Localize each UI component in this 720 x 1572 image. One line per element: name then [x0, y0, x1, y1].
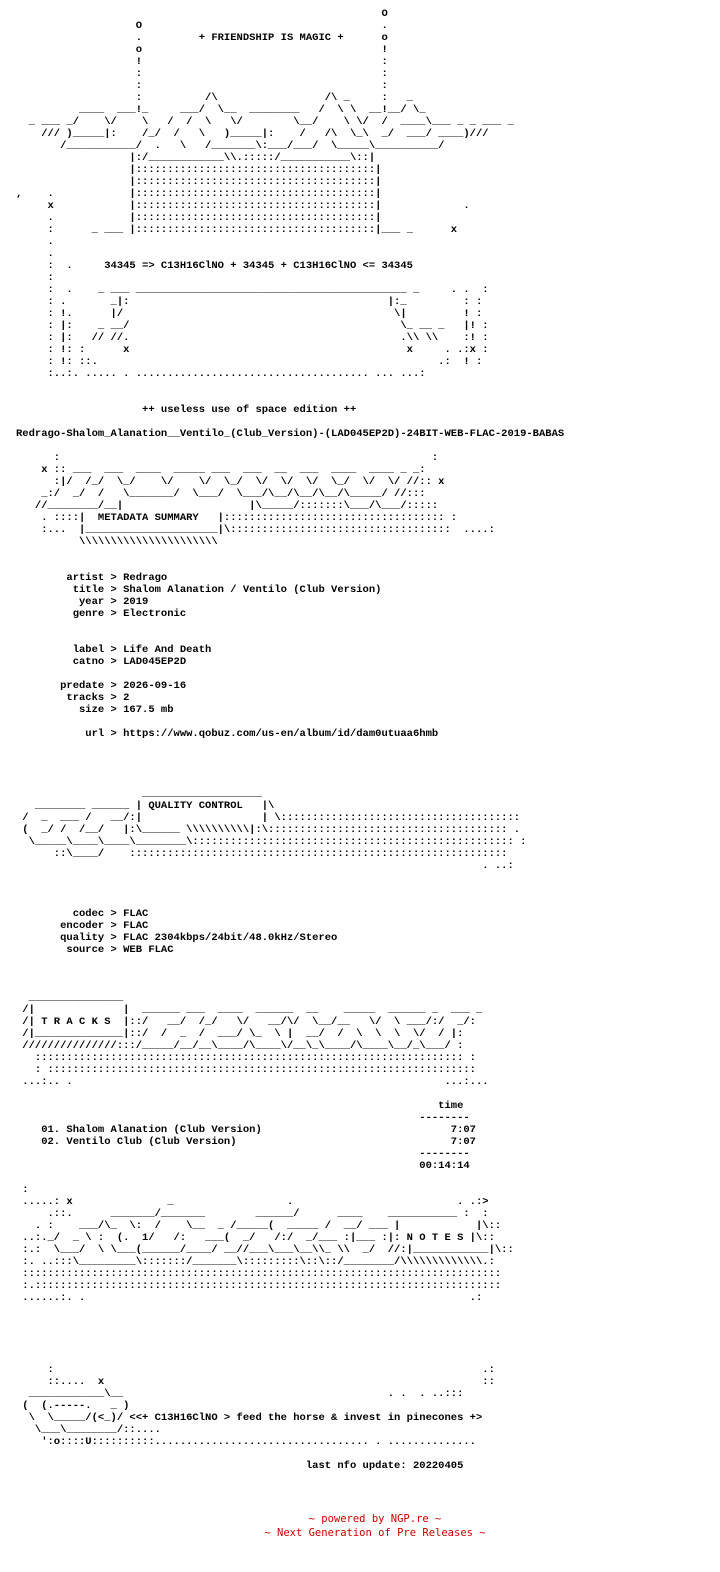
nfo-line: ......:. . .:	[16, 1292, 483, 1304]
nfo-line: .::. _______/_______ ______/ ____ ___________ : :	[16, 1208, 489, 1220]
nfo-line: : /\ /\ _ : _	[16, 92, 413, 104]
nfo-line: :.: \___/ \ \___(______/____/ __//___\___\__\\_ \\ _/ //:|____________|\::	[16, 1244, 514, 1256]
footer-powered-by[interactable]: ~ powered by NGP.re ~	[308, 1513, 442, 1525]
nfo-line: _:/ _/ / \_______/ \___/ \___/\__/\__/\__/\_____/ //:::	[16, 488, 426, 500]
nfo-line: ++ useless use of space edition ++	[16, 404, 357, 416]
nfo-line	[16, 440, 716, 452]
nfo-line	[16, 620, 716, 632]
nfo-line: --------	[16, 1148, 470, 1160]
nfo-line: time	[16, 1100, 464, 1112]
nfo-line	[16, 752, 716, 764]
nfo-line: ':o::::U::::::::::.................................. . ..............	[16, 1436, 476, 1448]
nfo-line: ________ ______ | QUALITY CONTROL |\	[16, 800, 275, 812]
nfo-line: year > 2019	[16, 596, 149, 608]
nfo-line: .	[16, 236, 54, 248]
nfo-line: :	[16, 272, 54, 284]
nfo-line	[16, 968, 716, 980]
nfo-line	[16, 548, 716, 560]
nfo-line: catno > LAD045EP2D	[16, 656, 187, 668]
nfo-line: /| T R A C K S |::/ __/ /_/ \/ __/\/ \__/__ \/ \ ___/:/ _/:	[16, 1016, 476, 1028]
nfo-line: |::::::::::::::::::::::::::::::::::::::|	[16, 164, 382, 176]
nfo-line: ____________\__ . . . ..:::	[16, 1388, 464, 1400]
nfo-line	[16, 380, 716, 392]
nfo-line: Redrago-Shalom_Alanation__Ventilo_(Club_Version)-(LAD045EP2D)-24BIT-WEB-FLAC-2019-BABAS	[16, 428, 565, 440]
nfo-line: encoder > FLAC	[16, 920, 149, 932]
nfo-line: 01. Shalom Alanation (Club Version) 7:07	[16, 1124, 476, 1136]
nfo-line: ::.... x ::	[16, 1376, 495, 1388]
nfo-line: . |::::::::::::::::::::::::::::::::::::::|	[16, 212, 382, 224]
nfo-line: :..:. ..... . ..................................... ... ...:	[16, 368, 426, 380]
nfo-line	[16, 1328, 716, 1340]
nfo-line	[16, 1088, 716, 1100]
nfo-line: .....: x _ . . .:>	[16, 1196, 489, 1208]
nfo-line: / _ ___ / __/:| | \::::::::::::::::::::::::::::::::::::::	[16, 812, 521, 824]
nfo-line: predate > 2026-09-16	[16, 680, 187, 692]
footer	[0, 1512, 720, 1540]
nfo-line	[16, 776, 716, 788]
nfo-line: : ::::::::::::::::::::::::::::::::::::::::::::::::::::::::::::::::::::	[16, 1064, 476, 1076]
nfo-line: : :	[16, 80, 388, 92]
nfo-line: . : ___/\_ \: / \__ _ /_____( _____ / __/ ___ | |\::	[16, 1220, 502, 1232]
nfo-line: x :: ___ ___ ____ _____ ___ ___ __ ___ ____ ____ _ _:	[16, 464, 426, 476]
nfo-line	[16, 896, 716, 908]
nfo-line	[16, 416, 716, 428]
nfo-line	[16, 716, 716, 728]
nfo-line: . ::::| METADATA SUMMARY |::::::::::::::::::::::::::::::::::: :	[16, 512, 458, 524]
nfo-line: title > Shalom Alanation / Ventilo (Club Version)	[16, 584, 382, 596]
nfo-line: _______________	[16, 992, 124, 1004]
nfo-line	[16, 1448, 716, 1460]
nfo-line: _ ___ _/ \/ \ / / \ \/ \__/ \ \/ / ____\___ _ _ ___ _	[16, 116, 514, 128]
nfo-line: : . _|: |:_ : :	[16, 296, 483, 308]
nfo-line: ! :	[16, 56, 388, 68]
nfo-line: : _ ___ |::::::::::::::::::::::::::::::::::::::|___ _ x	[16, 224, 458, 236]
nfo-line: x |::::::::::::::::::::::::::::::::::::::| .	[16, 200, 470, 212]
nfo-line: ( (.-----. _ )	[16, 1400, 130, 1412]
nfo-line: /| | ______ ___ ____ ______ __ _____ ______ _ ___ _	[16, 1004, 483, 1016]
nfo-line: .	[16, 248, 54, 260]
nfo-line: :	[16, 1184, 29, 1196]
nfo-line: url > https://www.qobuz.com/us-en/album/id/dam0utuaa6hmb	[16, 728, 439, 740]
nfo-line: : . _ ___ ___________________________________________ _ . . :	[16, 284, 489, 296]
nfo-line: genre > Electronic	[16, 608, 187, 620]
nfo-line: |::::::::::::::::::::::::::::::::::::::|	[16, 176, 382, 188]
nfo-line: ____ ___!_ ___/ \__ ________ / \ \ __!__/ \_	[16, 104, 426, 116]
nfo-line: o !	[16, 44, 388, 56]
nfo-line	[16, 1340, 716, 1352]
nfo-line: : :	[16, 68, 388, 80]
nfo-line	[16, 1172, 716, 1184]
nfo-line	[16, 1304, 716, 1316]
nfo-line	[16, 632, 716, 644]
nfo-line: /|______________|::/ / _ / ___/ \_ \ | __/ / \ \ \ \/ / |:	[16, 1028, 464, 1040]
nfo-line: /// )_____|: /_/ / \ )_____|: / /\ \_\ _/ ___/ ____)///	[16, 128, 489, 140]
nfo-line: label > Life And Death	[16, 644, 212, 656]
nfo-line: :|/ /_/ \_/ \/ \/ \_/ \/ \/ \/ \_/ \/ \/ //:: x	[16, 476, 445, 488]
nfo-line: ...:.. . ...:...	[16, 1076, 489, 1088]
nfo-line	[16, 980, 716, 992]
nfo-line: : :	[16, 452, 439, 464]
nfo-line: O .	[16, 20, 388, 32]
nfo-line	[16, 956, 716, 968]
nfo-line: ___________________	[16, 788, 262, 800]
nfo-content	[16, 8, 716, 1472]
nfo-line: . + FRIENDSHIP IS MAGIC + o	[16, 32, 388, 44]
nfo-line	[16, 872, 716, 884]
nfo-line: :.::::::::::::::::::::::::::::::::::::::::::::::::::::::::::::::::::::::::::	[16, 1280, 502, 1292]
nfo-line: , . |::::::::::::::::::::::::::::::::::::::|	[16, 188, 382, 200]
nfo-line: ::::::::::::::::::::::::::::::::::::::::::::::::::::::::::::::::::::::::::::	[16, 1268, 502, 1280]
nfo-line: last nfo update: 20220405	[16, 1460, 464, 1472]
nfo-line: codec > FLAC	[16, 908, 149, 920]
nfo-line: :... |_____________________|\::::::::::::::::::::::::::::::::::: ....:	[16, 524, 495, 536]
nfo-line	[16, 668, 716, 680]
nfo-line: |:/____________\\.:::::/___________\::|	[16, 152, 376, 164]
nfo-line: tracks > 2	[16, 692, 130, 704]
nfo-line	[16, 1316, 716, 1328]
nfo-line: 02. Ventilo Club (Club Version) 7:07	[16, 1136, 476, 1148]
nfo-line: \ \_____/(<_)/ <<+ C13H16ClNO > feed the horse & invest in pinecones +>	[16, 1412, 483, 1424]
nfo-line: --------	[16, 1112, 470, 1124]
nfo-line: : |: _ __/ \_ __ _ |! :	[16, 320, 489, 332]
nfo-line: artist > Redrago	[16, 572, 168, 584]
nfo-line: \_____\____\____\________\::::::::::::::::::::::::::::::::::::::::::::::::::: :	[16, 836, 527, 848]
nfo-line: :. ..:::\_________\:::::::/_______\:::::::::\::\::/________/\\\\\\\\\\\\\.:	[16, 1256, 495, 1268]
nfo-line: : !: ::. .: ! :	[16, 356, 483, 368]
nfo-line: O	[16, 8, 388, 20]
nfo-line: : |: // //. .\\ \\ :! :	[16, 332, 489, 344]
nfo-line	[16, 560, 716, 572]
nfo-line: 00:14:14	[16, 1160, 470, 1172]
footer-tagline: ~ Next Generation of Pre Releases ~	[264, 1527, 486, 1539]
nfo-line	[16, 884, 716, 896]
nfo-line: ..:._/ _ \ : (. 1/ /: ___( _/ /:/ _/___ :|___ :|: N O T E S |\::	[16, 1232, 495, 1244]
nfo-line: ( _/ / /__/ |:\______ \\\\\\\\\\|:\:::::::::::::::::::::::::::::::::::::: .	[16, 824, 521, 836]
nfo-line: \\\\\\\\\\\\\\\\\\\\\\	[16, 536, 218, 548]
nfo-line: : !: : x x . .:x :	[16, 344, 489, 356]
nfo-line: . ..:	[16, 860, 514, 872]
nfo-line: ::\____/ ::::::::::::::::::::::::::::::::::::::::::::::::::::::::::::	[16, 848, 508, 860]
nfo-line	[16, 392, 716, 404]
nfo-line	[16, 740, 716, 752]
nfo-line	[16, 764, 716, 776]
nfo-line: : .:	[16, 1364, 495, 1376]
nfo-line: : !. |/ \| ! :	[16, 308, 483, 320]
nfo-line	[16, 1352, 716, 1364]
nfo-line: quality > FLAC 2304kbps/24bit/48.0kHz/Stereo	[16, 932, 338, 944]
nfo-line: size > 167.5 mb	[16, 704, 174, 716]
nfo-line: \___\________/::....	[16, 1424, 161, 1436]
nfo-line: :::::::::::::::::::::::::::::::::::::::::::::::::::::::::::::::::::: :	[16, 1052, 476, 1064]
nfo-line: source > WEB FLAC	[16, 944, 174, 956]
nfo-line: : . 34345 => C13H16ClNO + 34345 + C13H16ClNO <= 34345	[16, 260, 413, 272]
nfo-line: //________/__| |\_____/:::::::\___/\___/:::::	[16, 500, 439, 512]
nfo-line: /___________/ . \ /_______\:___/___/ \_____\__________/	[16, 140, 445, 152]
nfo-line: ///////////////:::/_____/__/__\____/\____\/__\_\____/\____\__/_\___/ :	[16, 1040, 464, 1052]
